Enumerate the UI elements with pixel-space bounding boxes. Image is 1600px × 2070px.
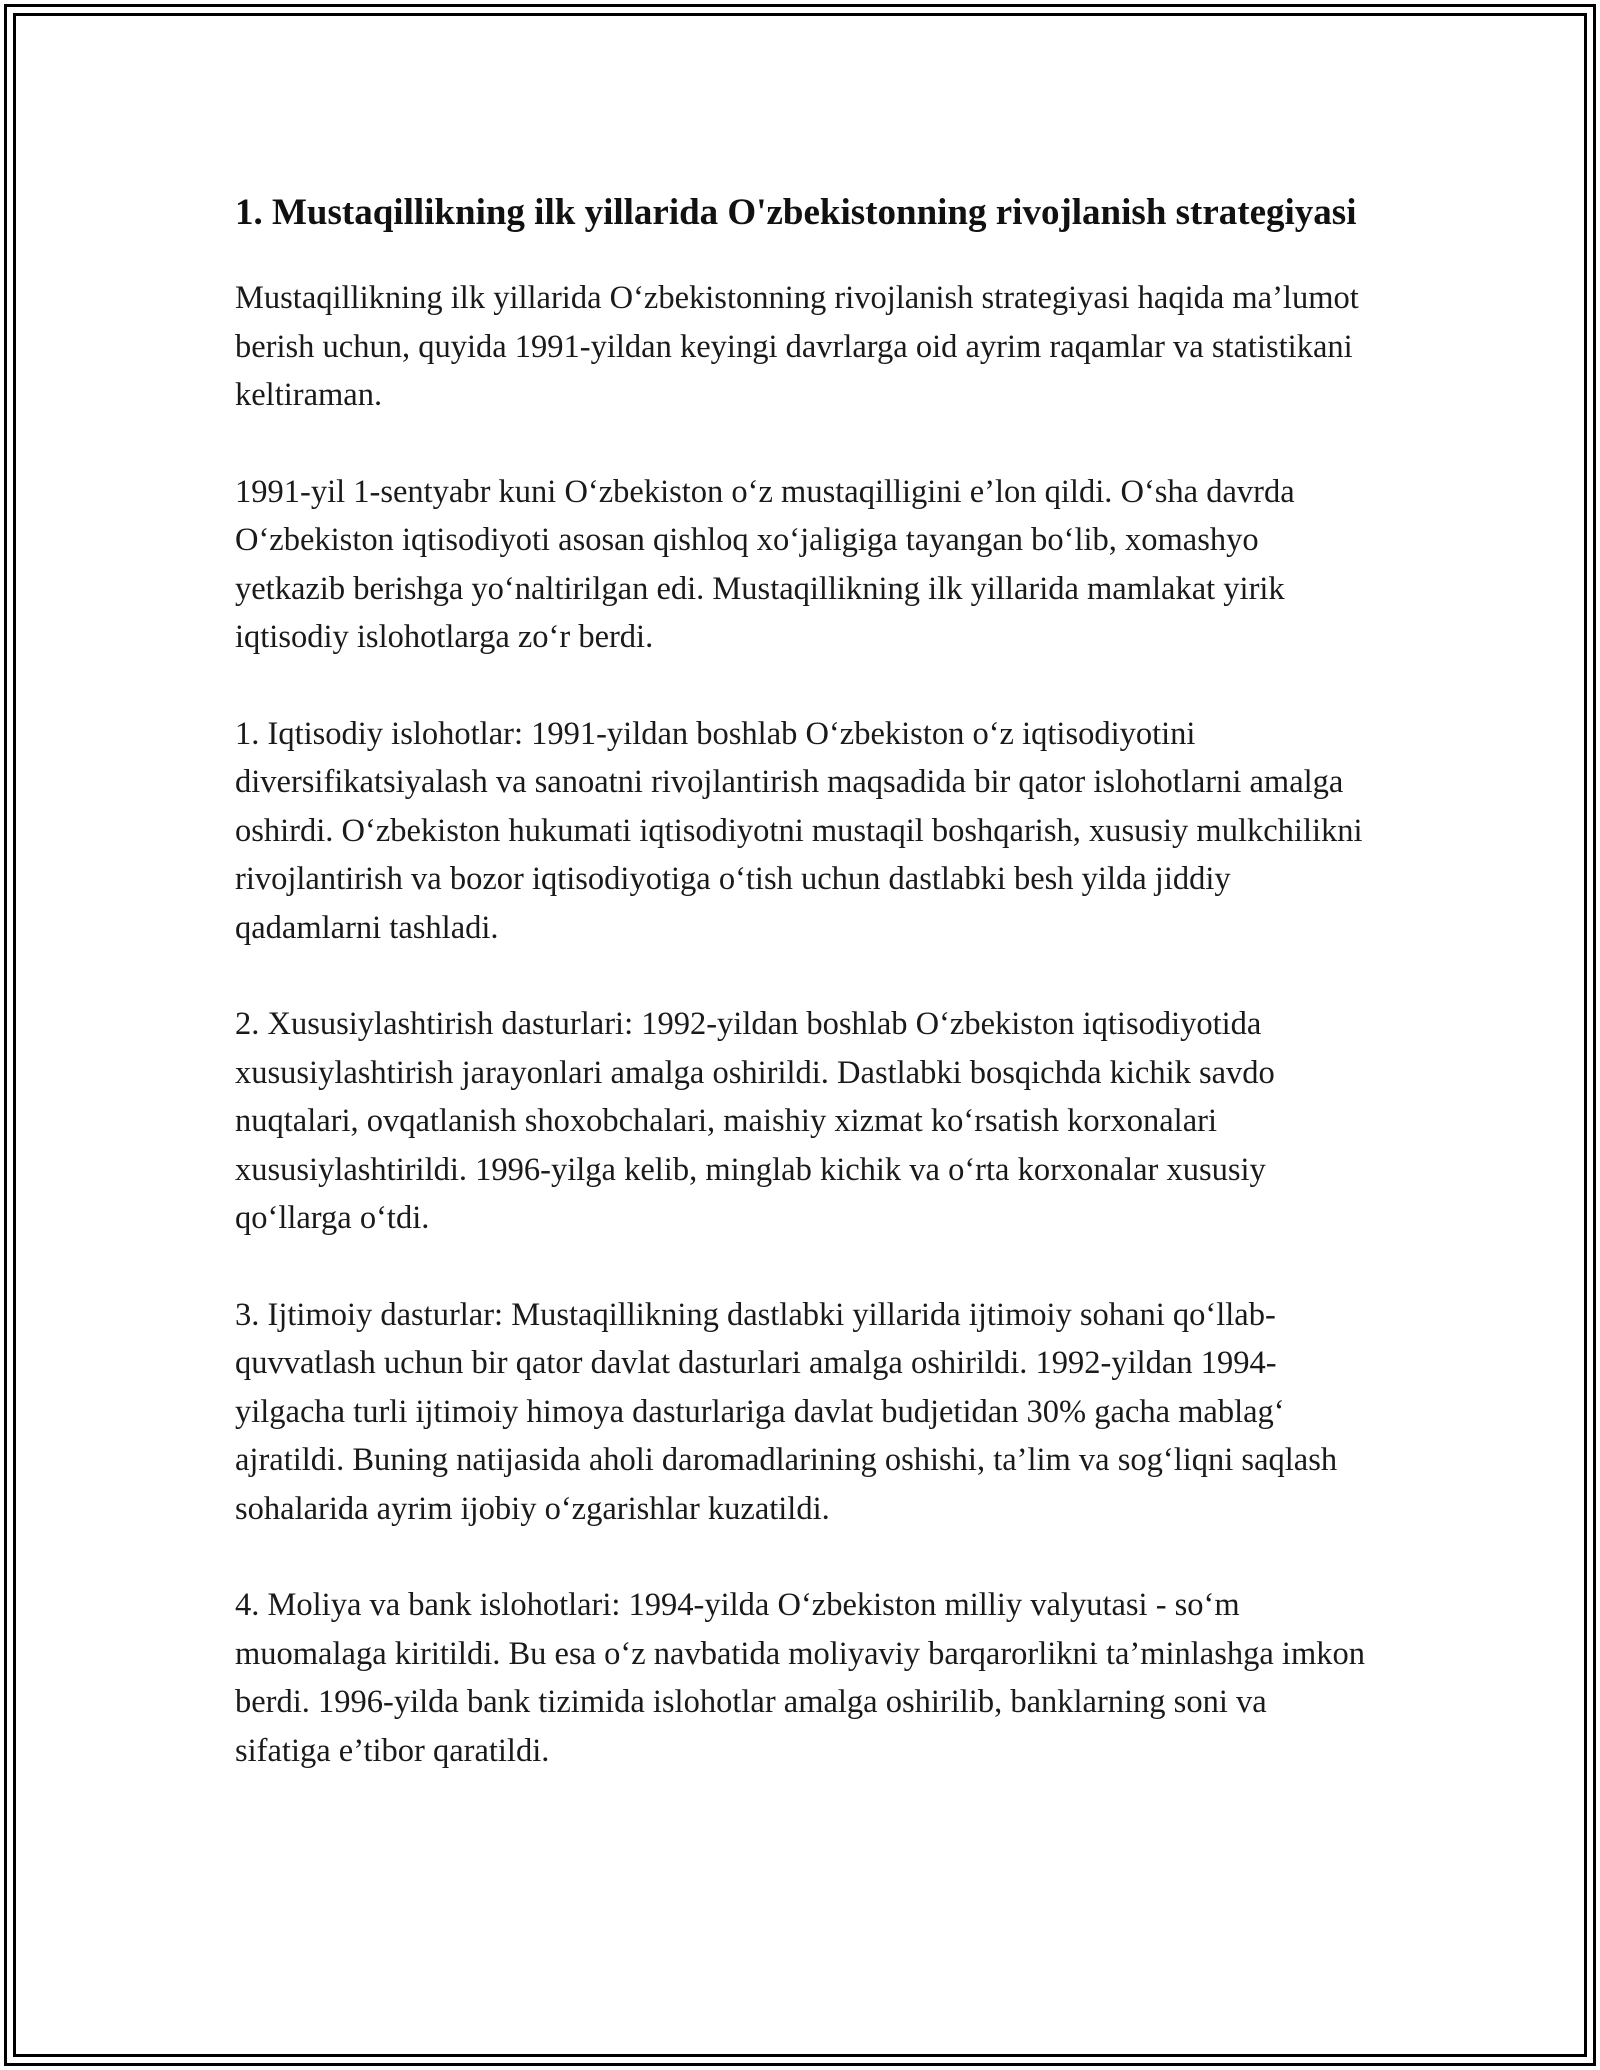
- paragraph-privatization: 2. Xususiylashtirish dasturlari: 1992-yildan boshlab O‘zbekiston iqtisodiyotida xususiylashtirish jarayonlari amalga oshirildi. Dastlabki bosqichda kichik savdo nuqtalari, ovqatlanish shoxobchalari, maishiy xizmat ko‘rsatish korxonalari xususiylashtirildi. 1996-yilga kelib, minglab kichik va o‘rta korxonalar xususiy qo‘llarga o‘tdi.: [235, 1006, 1275, 1236]
- paragraph-social-programs: 3. Ijtimoiy dasturlar: Mustaqillikning dastlabki yillarida ijtimoiy sohani qo‘llab-quvvatlash uchun bir qator davlat dasturlari amalga oshirildi. 1992-yildan 1994-yilgacha turli ijtimoiy himoya dasturlariga davlat budjetidan 30% gacha mablag‘ ajratildi. Buning natijasida aholi daromadlarining oshishi, ta’lim va sog‘liqni saqlash sohalarida ayrim ijobiy o‘zgarishlar kuzatildi.: [235, 1296, 1338, 1527]
- paragraph-intro: Mustaqillikning ilk yillarida O‘zbekistonning rivojlanish strategiyasi haqida ma’lumot berish uchun, quyida 1991-yildan keyingi davrlarga oid ayrim raqamlar va statistikani keltiraman.: [235, 280, 1359, 413]
- section-heading: 1. Mustaqillikning ilk yillarida O'zbekistonning rivojlanish strategiyasi: [235, 192, 1357, 233]
- paragraph-finance-banking: 4. Moliya va bank islohotlari: 1994-yilda O‘zbekiston milliy valyutasi - so‘m muomalaga kiritildi. Bu esa o‘z navbatida moliyaviy barqarorlikni ta’minlashga imkon berdi. 1996-yilda bank tizimida islohotlar amalga oshirilib, banklarning soni va sifatiga e’tibor qaratildi.: [235, 1587, 1365, 1769]
- paragraph-independence: 1991-yil 1-sentyabr kuni O‘zbekiston o‘z mustaqilligini e’lon qildi. O‘sha davrda O‘zbekiston iqtisodiyoti asosan qishloq xo‘jaligiga tayangan bo‘lib, xomashyo yetkazib berishga yo‘naltirilgan edi. Mustaqillikning ilk yillarida mamlakat yirik iqtisodiy islohotlarga zo‘r berdi.: [235, 473, 1295, 655]
- paragraph-economic-reforms: 1. Iqtisodiy islohotlar: 1991-yildan boshlab O‘zbekiston o‘z iqtisodiyotini diversifikatsiyalash va sanoatni rivojlantirish maqsadida bir qator islohotlarni amalga oshirdi. O‘zbekiston hukumati iqtisodiyotni mustaqil boshqarish, xususiy mulkchilikni rivojlantirish va bozor iqtisodiyotiga o‘tish uchun dastlabki besh yilda jiddiy qadamlarni tashladi.: [235, 715, 1363, 946]
- document-body: [235, 186, 1365, 1823]
